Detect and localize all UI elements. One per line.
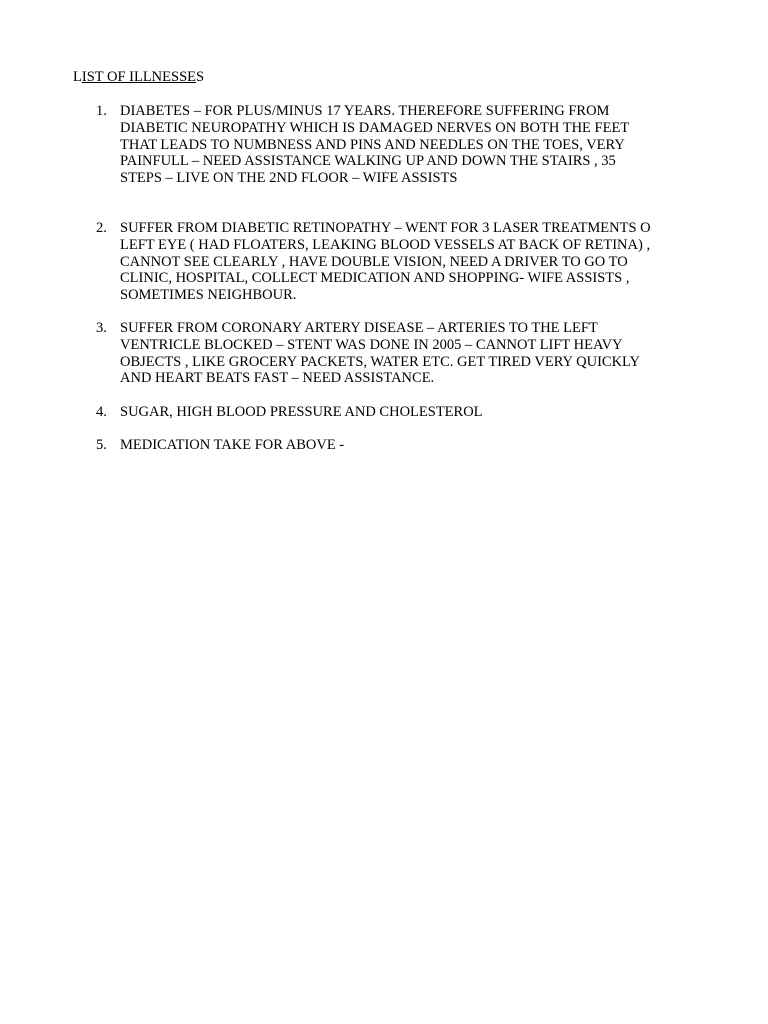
list-item-text xyxy=(120,103,700,187)
list-item-text xyxy=(120,220,700,304)
list-item-line: SUFFER FROM CORONARY ARTERY DISEASE – ARTERIES TO THE LEFT xyxy=(120,320,598,336)
list-item-text xyxy=(120,404,700,421)
list-item-line: MEDICATION TAKE FOR ABOVE - xyxy=(120,437,345,453)
list-item-line: CANNOT SEE CLEARLY , HAVE DOUBLE VISION, NEED A DRIVER TO GO TO xyxy=(120,253,628,270)
list-item-line: DIABETIC NEUROPATHY WHICH IS DAMAGED NERVES ON BOTH THE FEET xyxy=(120,119,630,136)
list-item-number: 2. xyxy=(96,220,107,236)
list-item-line: THAT LEADS TO NUMBNESS AND PINS AND NEEDLES ON THE TOES, VERY xyxy=(120,136,625,153)
title-prefix: L xyxy=(73,69,82,85)
list-item-line: PAINFULL – NEED ASSISTANCE WALKING UP AND DOWN THE STAIRS , 35 xyxy=(120,153,616,170)
title-suffix: S xyxy=(196,69,205,85)
list-item-line: STEPS – LIVE ON THE 2ND FLOOR – WIFE ASSISTS xyxy=(120,170,458,187)
list-item-line: VENTRICLE BLOCKED – STENT WAS DONE IN 2005 – CANNOT LIFT HEAVY xyxy=(120,336,623,353)
list-item-line: OBJECTS , LIKE GROCERY PACKETS, WATER ETC. GET TIRED VERY QUICKLY xyxy=(120,353,640,370)
list-item-text xyxy=(120,437,700,454)
list-item-number: 3. xyxy=(96,320,107,336)
document-title xyxy=(73,69,204,86)
list-item-number: 4. xyxy=(96,404,107,420)
list-item-line: LEFT EYE ( HAD FLOATERS, LEAKING BLOOD VESSELS AT BACK OF RETINA) , xyxy=(120,236,651,253)
list-item-line: SUGAR, HIGH BLOOD PRESSURE AND CHOLESTEROL xyxy=(120,404,483,420)
list-item-number: 5. xyxy=(96,437,107,453)
list-item-line: SOMETIMES NEIGHBOUR. xyxy=(120,287,297,304)
title-underlined: IST OF ILLNESSE xyxy=(81,69,196,85)
list-item-line: AND HEART BEATS FAST – NEED ASSISTANCE. xyxy=(120,370,435,387)
list-item-line: DIABETES – FOR PLUS/MINUS 17 YEARS. THEREFORE SUFFERING FROM xyxy=(120,103,610,119)
list-item-number: 1. xyxy=(96,103,107,119)
list-item-line: SUFFER FROM DIABETIC RETINOPATHY – WENT FOR 3 LASER TREATMENTS O xyxy=(120,220,651,236)
list-item-line: CLINIC, HOSPITAL, COLLECT MEDICATION AND SHOPPING- WIFE ASSISTS , xyxy=(120,270,630,287)
list-item-text xyxy=(120,320,700,387)
